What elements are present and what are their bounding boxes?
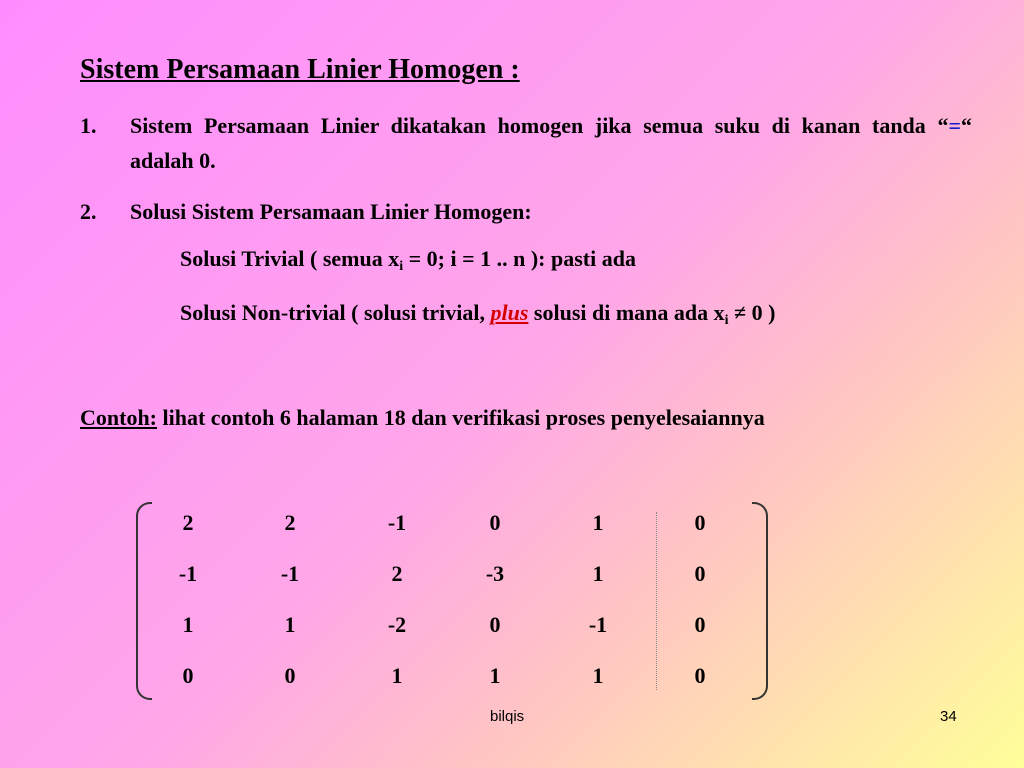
item-1-text [130,108,972,178]
example-line [80,405,765,431]
matrix-cell: -1 [387,510,407,535]
matrix-cell: 1 [182,612,194,637]
item-1-text-after: “ adalah 0. [130,113,972,173]
matrix-cell: 0 [182,663,194,688]
matrix-cell: 0 [284,663,296,688]
item-2-text: Solusi Sistem Persamaan Linier Homogen: [130,199,532,224]
matrix-left-bracket [136,502,152,700]
matrix-cell: 0 [694,612,706,637]
footer-page-number: 34 [940,708,957,725]
footer-author: bilqis [490,708,525,725]
nontrivial-text-before: Solusi Non-trivial ( solusi trivial, [180,300,491,325]
matrix-cell: 0 [489,612,501,637]
matrix-cell: 2 [391,561,403,586]
plus-emphasis: plus [490,300,529,325]
nontrivial-subscript: i [724,313,729,328]
matrix-cell: 1 [592,663,604,688]
matrix-cell: 0 [694,561,706,586]
matrix-cell: 1 [592,510,604,535]
matrix-cell: 1 [284,612,296,637]
matrix-cell: -2 [387,612,407,637]
matrix-cell: 1 [489,663,501,688]
trivial-text-before: Solusi Trivial ( semua x [180,246,400,271]
slide-title: Sistem Persamaan Linier Homogen : [80,54,520,85]
equals-sign: = [948,113,961,138]
trivial-solution [180,246,636,275]
matrix-right-bracket [752,502,768,700]
item-1-text-before: Sistem Persamaan Linier dikatakan homogen jika semua suku di kanan tanda “ [130,113,949,138]
matrix-cell: -1 [280,561,300,586]
trivial-subscript: i [399,259,404,274]
matrix-cell: 0 [489,510,501,535]
matrix-cell: 0 [694,663,706,688]
item-2-number: 2. [80,199,97,224]
item-1-number: 1. [80,113,97,138]
augmented-divider [656,512,657,690]
trivial-text-after: = 0; i = 1 .. n ): pasti ada [403,246,636,271]
matrix-cell: 2 [182,510,194,535]
matrix-cell: 1 [592,561,604,586]
matrix-cell: 1 [391,663,403,688]
example-label: Contoh: [80,405,158,430]
example-text: lihat contoh 6 halaman 18 dan verifikasi proses penyelesaiannya [157,405,765,430]
matrix-cell: 0 [694,510,706,535]
nontrivial-solution [180,300,775,329]
matrix-cell: -1 [588,612,608,637]
nontrivial-text-after: ≠ 0 ) [728,300,776,325]
matrix-cell: -1 [178,561,198,586]
nontrivial-text-mid: solusi di mana ada x [528,300,725,325]
matrix-cell: -3 [485,561,505,586]
matrix-cell: 2 [284,510,296,535]
